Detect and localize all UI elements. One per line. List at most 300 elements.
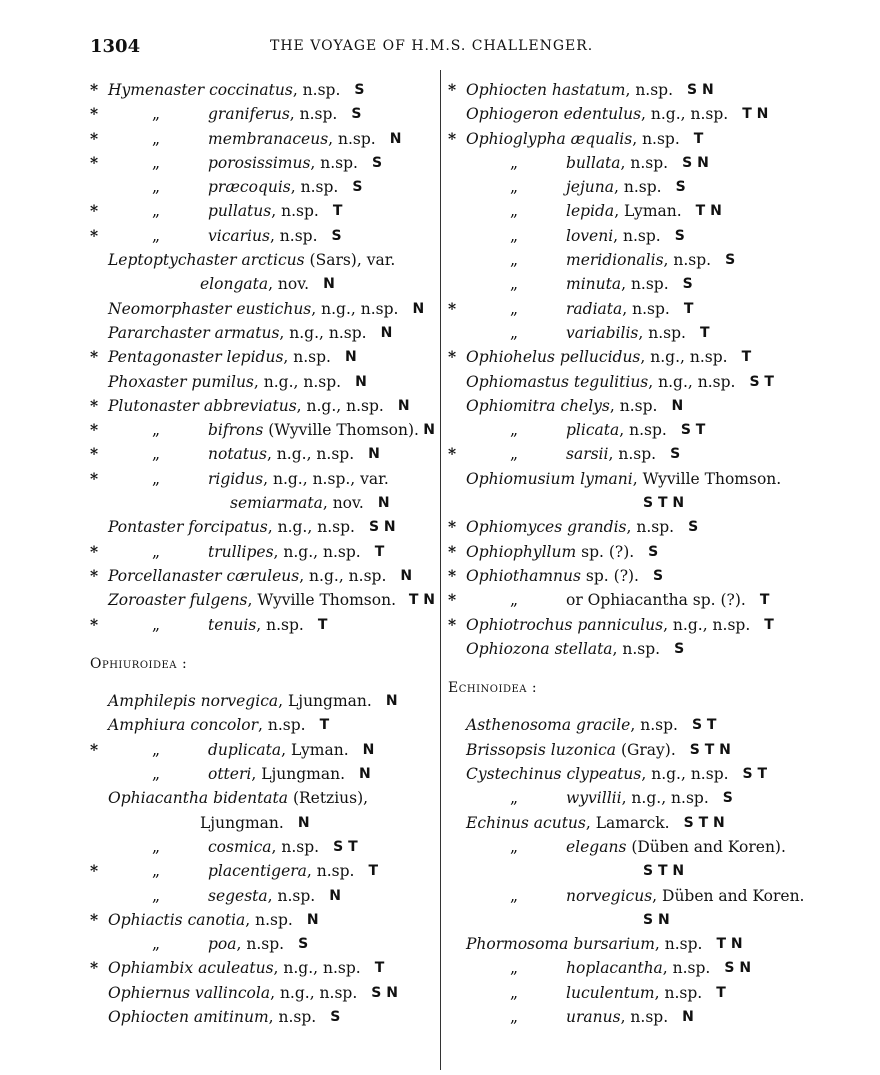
genus-name: Ophiomastus <box>466 372 569 391</box>
region-code: N <box>682 1008 694 1025</box>
ditto-mark: „ <box>152 862 161 881</box>
species-entry <box>448 467 848 491</box>
species-entry <box>90 272 435 296</box>
ditto-mark: „ <box>510 226 519 245</box>
taxon-name <box>466 102 728 126</box>
taxon-name <box>208 102 337 126</box>
ditto-mark: „ <box>510 421 519 440</box>
region-code: S <box>648 543 659 560</box>
species-entry <box>448 588 848 612</box>
species-name: cosmica <box>208 837 272 856</box>
new-species-asterisk: * <box>448 128 457 148</box>
region-code: S T <box>333 838 358 855</box>
ditto-mark: „ <box>510 153 519 172</box>
authority-note: , n.g., n.sp. <box>266 445 355 464</box>
region-code: N <box>368 446 380 463</box>
authority-note: , n.g., n.sp. <box>640 348 728 367</box>
species-name: pullatus <box>208 202 272 221</box>
species-entry <box>448 345 848 369</box>
species-name: armatus <box>214 323 280 342</box>
section-heading <box>90 651 435 675</box>
species-name: norvegicus <box>566 886 653 905</box>
region-code: S <box>675 179 686 196</box>
authority-note: , n.sp. <box>620 1007 669 1026</box>
region-code: T N <box>716 936 743 953</box>
region-code: S T N <box>643 495 685 512</box>
ditto-mark: „ <box>510 275 519 294</box>
genus-name: Ophiomyces <box>466 518 563 537</box>
region-code: N <box>355 373 367 390</box>
region-code: N <box>323 276 335 293</box>
region-code: S <box>682 276 693 293</box>
taxon-name <box>566 442 656 466</box>
taxon-name <box>466 564 639 588</box>
new-species-asterisk: * <box>90 444 99 464</box>
species-name: luculentum <box>566 983 655 1002</box>
species-entry <box>448 394 848 418</box>
region-code: T <box>699 324 710 341</box>
ditto-mark: „ <box>510 983 519 1002</box>
species-name: trullipes <box>208 542 274 561</box>
taxon-name <box>208 762 345 786</box>
genus-name: Ophiactis <box>108 910 183 929</box>
taxon-name <box>566 981 702 1005</box>
species-entry <box>90 908 435 932</box>
region-code: T <box>693 130 704 147</box>
authority-note: , Lamarck. <box>585 813 670 832</box>
species-entry <box>90 321 435 345</box>
species-name: uranus <box>566 1007 621 1026</box>
taxon-name <box>208 151 358 175</box>
species-entry <box>90 956 435 980</box>
section-heading-label: Ophiuroidea : <box>90 655 188 672</box>
taxon-name <box>566 151 668 175</box>
species-name: otteri <box>208 765 252 784</box>
new-species-asterisk: * <box>90 739 99 759</box>
species-entry <box>90 588 435 612</box>
region-code: S T N <box>683 814 725 831</box>
authority-note: , n.g., n.sp. <box>296 396 384 415</box>
species-entry <box>90 248 435 272</box>
region-code: S <box>330 1008 341 1025</box>
species-entry <box>90 689 435 713</box>
authority-note: (Retzius), <box>288 789 369 808</box>
species-entry <box>448 762 848 786</box>
genus-name: Ophiomitra <box>466 396 556 415</box>
new-species-asterisk: * <box>448 80 457 99</box>
authority-note: , n.sp. <box>289 105 338 124</box>
new-species-asterisk: * <box>90 104 99 124</box>
species-name: panniculus <box>577 615 664 634</box>
taxon-name <box>466 370 735 394</box>
authority-note: , n.sp. <box>290 178 339 197</box>
taxon-name <box>566 418 667 442</box>
region-code: N <box>297 814 310 831</box>
species-entry <box>90 199 435 223</box>
authority-note: , n.sp. <box>632 129 680 148</box>
species-entry <box>448 515 848 539</box>
species-entry <box>90 762 435 786</box>
taxon-name <box>108 908 293 932</box>
genus-name: Ophiotrochus <box>466 615 573 634</box>
region-code: S T <box>691 717 717 734</box>
taxon-name <box>108 394 384 418</box>
genus-name: Phormosoma <box>466 935 569 954</box>
ditto-mark: „ <box>510 445 519 464</box>
region-code: S <box>652 567 664 584</box>
genus-name: Ophiocten <box>108 1007 189 1026</box>
species-name: elegans <box>566 837 627 856</box>
authority-note: , n.g., n.sp. <box>641 105 729 124</box>
authority-note: , nov. <box>268 275 310 294</box>
region-code: T <box>332 203 343 220</box>
region-code: T N <box>742 106 769 123</box>
species-entry <box>448 151 848 175</box>
authority-note: , n.sp. <box>283 348 331 367</box>
genus-name: Ophiogeron <box>466 105 559 124</box>
new-species-asterisk: * <box>448 565 457 585</box>
species-name: arcticus <box>241 251 305 270</box>
ditto-mark: „ <box>152 935 161 954</box>
taxon-name <box>466 78 673 102</box>
authority-note: , n.g., n.sp. <box>267 518 355 537</box>
region-code: N <box>345 349 357 366</box>
species-name: edentulus <box>563 105 642 124</box>
taxon-name <box>108 297 398 321</box>
new-species-asterisk: * <box>90 395 99 415</box>
authority-note: , n.sp. <box>625 81 674 99</box>
authority-note: , n.g., n.sp. <box>621 789 709 808</box>
authority-note: , n.g., n.sp. <box>273 542 361 561</box>
new-species-asterisk: * <box>448 517 457 537</box>
authority-note: , n.sp. <box>619 421 667 440</box>
genus-name: Pontaster <box>108 518 184 537</box>
species-name: tenuis <box>208 615 257 634</box>
region-code: T <box>374 543 385 560</box>
taxon-name <box>200 811 284 835</box>
region-code: N <box>362 741 375 758</box>
new-species-asterisk: * <box>448 347 457 367</box>
ditto-mark: „ <box>510 299 519 318</box>
region-code: T <box>374 960 385 977</box>
authority-note: , n.sp. <box>328 129 376 148</box>
authority-note: (Wyville Thomson). <box>263 421 419 440</box>
authority-note: , Lyman. <box>614 202 682 221</box>
region-code: N <box>385 693 398 710</box>
taxon-name <box>466 811 670 835</box>
taxon-name <box>566 248 711 272</box>
species-name: hoplacantha <box>566 959 663 978</box>
taxon-name <box>108 515 355 539</box>
taxon-name <box>566 786 709 810</box>
column-divider <box>440 70 441 1070</box>
new-species-asterisk: * <box>90 201 99 221</box>
species-entry <box>448 713 848 737</box>
genus-name: Amphilepis <box>108 692 196 711</box>
new-species-asterisk: * <box>90 468 99 488</box>
species-entry <box>448 908 848 932</box>
species-entry <box>448 248 848 272</box>
taxon-name <box>566 272 669 296</box>
region-code: S <box>688 519 699 536</box>
species-name: bidentata <box>213 789 289 808</box>
species-name: pumilus <box>191 372 254 391</box>
species-entry <box>90 515 435 539</box>
authority-note: , n.sp. <box>245 910 293 929</box>
new-species-asterisk: * <box>90 80 99 99</box>
authority-note: , n.sp. <box>654 935 703 954</box>
taxon-name <box>108 588 396 612</box>
taxon-name <box>108 345 331 369</box>
genus-name: Plutonaster <box>108 396 199 415</box>
authority-note: , n.sp. <box>663 251 712 270</box>
species-name: variabilis <box>566 323 639 342</box>
taxon-name <box>566 956 710 980</box>
species-entry <box>448 321 848 345</box>
species-entry <box>448 786 848 810</box>
species-entry <box>448 272 848 296</box>
species-name: lepida <box>566 202 615 221</box>
species-entry <box>90 859 435 883</box>
species-name: abbreviatus <box>203 396 297 415</box>
taxon-name <box>208 175 338 199</box>
authority-note: , Ljungman. <box>278 692 372 711</box>
species-name: norvegica <box>200 692 279 711</box>
species-name: lepidus <box>226 348 284 367</box>
authority-note: , n.g., n.sp. <box>279 323 367 342</box>
species-entry <box>448 738 848 762</box>
taxon-name <box>208 738 349 762</box>
region-code: S N <box>368 519 396 536</box>
section-heading-label: Echinoidea : <box>448 680 538 697</box>
taxon-name <box>108 981 357 1005</box>
region-code: S N <box>724 960 752 977</box>
authority-note: (Düben and Koren). <box>626 837 786 856</box>
new-species-asterisk: * <box>90 152 99 172</box>
ditto-mark: „ <box>152 542 161 561</box>
species-entry <box>448 564 848 588</box>
spacer <box>90 675 435 689</box>
authority-note: , n.g., n.sp. <box>270 983 358 1002</box>
species-name: notatus <box>208 445 267 464</box>
authority-note: , n.sp. <box>609 396 658 415</box>
section-heading <box>448 675 848 699</box>
region-code: N <box>380 324 393 341</box>
genus-name: Cystechinus <box>466 765 562 784</box>
taxon-name <box>108 1005 316 1029</box>
region-code: S N <box>687 82 714 98</box>
authority-note: , n.sp. <box>608 445 657 464</box>
authority-note: , n.sp. <box>271 837 320 856</box>
taxon-name <box>466 345 728 369</box>
species-entry <box>448 418 848 442</box>
ditto-mark: „ <box>510 323 519 342</box>
region-code: S <box>352 179 363 196</box>
region-code: S N <box>643 911 670 928</box>
taxon-name <box>566 884 805 908</box>
species-name: bursarium <box>573 935 655 954</box>
new-species-asterisk: * <box>90 909 99 929</box>
authority-note: , n.sp. <box>306 862 355 881</box>
new-species-asterisk: * <box>448 444 457 464</box>
species-name: chelys <box>560 396 610 415</box>
taxon-name <box>208 835 319 859</box>
authority-note: , n.sp. <box>310 153 358 172</box>
species-entry <box>448 491 848 515</box>
species-name: segesta <box>208 886 268 905</box>
taxon-name <box>108 786 368 810</box>
genus-name: Ophiozona <box>466 639 550 658</box>
taxon-name <box>566 224 661 248</box>
species-entry <box>448 102 848 126</box>
species-name: eustichus <box>236 299 312 318</box>
region-code: S T <box>749 373 774 390</box>
taxon-name <box>208 467 389 491</box>
species-entry <box>90 884 435 908</box>
authority-note: , n.sp. <box>614 178 662 197</box>
authority-note: , n.sp. <box>622 299 670 318</box>
page-number: 1304 <box>90 36 141 57</box>
genus-name: Ophiomusium <box>466 469 576 488</box>
species-name: æqualis <box>570 129 633 148</box>
species-entry <box>90 981 435 1005</box>
ditto-mark: „ <box>510 886 519 905</box>
genus-name: Neomorphaster <box>108 299 232 318</box>
new-species-asterisk: * <box>90 347 99 367</box>
taxon-name <box>108 689 372 713</box>
species-name: gracile <box>576 716 631 735</box>
ditto-mark: „ <box>152 615 161 634</box>
region-code: S <box>722 790 733 807</box>
authority-note: , n.sp. <box>620 153 669 172</box>
authority-note: , n.sp. <box>269 226 318 245</box>
ditto-mark: „ <box>152 445 161 464</box>
taxon-name <box>208 418 419 442</box>
authority-note: , n.g., n.sp. <box>641 765 729 784</box>
authority-note: , n.sp. <box>258 716 306 735</box>
new-species-asterisk: * <box>448 298 457 318</box>
region-code: T N <box>408 592 435 609</box>
taxon-name <box>108 78 340 102</box>
region-code: S T <box>680 422 706 439</box>
region-code: N <box>397 397 410 414</box>
species-entry <box>448 78 848 102</box>
species-entry <box>448 811 848 835</box>
left-column <box>90 78 435 1029</box>
species-entry <box>448 297 848 321</box>
species-name: radiata <box>566 299 623 318</box>
ditto-mark: „ <box>510 1007 519 1026</box>
species-entry <box>90 564 435 588</box>
region-code: T N <box>695 203 722 220</box>
authority-note: , n.sp. <box>662 959 711 978</box>
species-name: luzonica <box>550 740 617 759</box>
species-entry <box>448 1005 848 1029</box>
taxon-name <box>466 127 680 151</box>
ditto-mark: „ <box>510 591 519 610</box>
new-species-asterisk: * <box>90 128 99 148</box>
genus-name: Ophiothamnus <box>466 566 581 585</box>
taxon-name <box>566 835 786 859</box>
region-code: N <box>377 495 390 512</box>
taxon-name <box>566 321 686 345</box>
new-species-asterisk: * <box>90 565 99 585</box>
species-entry <box>448 932 848 956</box>
taxon-name <box>208 932 284 956</box>
ditto-mark: „ <box>152 178 161 197</box>
genus-name: Ophiocten <box>466 81 547 99</box>
species-name: bullata <box>566 153 621 172</box>
authority-note: , n.sp. <box>256 615 304 634</box>
taxon-name <box>566 175 662 199</box>
authority-note: , n.sp. <box>638 323 686 342</box>
taxon-name <box>466 515 674 539</box>
region-code: S <box>351 106 362 123</box>
ditto-mark: „ <box>152 765 161 784</box>
region-code: S <box>674 227 685 244</box>
authority-note: Ljungman. <box>200 813 284 832</box>
taxon-name <box>466 637 660 661</box>
genus-name: Hymenaster <box>108 81 205 99</box>
species-entry <box>90 345 435 369</box>
page-header <box>90 36 850 58</box>
region-code: N <box>423 422 435 439</box>
genus-name: Leptoptychaster <box>108 251 237 270</box>
species-name: meridionalis <box>566 251 664 270</box>
species-entry <box>90 418 435 442</box>
genus-name: Amphiura <box>108 716 186 735</box>
species-name: hastatum <box>551 81 626 99</box>
region-code: T <box>683 300 694 317</box>
region-code: S N <box>682 154 709 171</box>
region-code: N <box>400 567 413 584</box>
taxon-name <box>108 713 306 737</box>
taxon-name <box>208 442 354 466</box>
authority-note: , n.sp. <box>267 886 316 905</box>
species-entry <box>90 394 435 418</box>
authority-note: , n.g., n.sp. <box>663 615 751 634</box>
species-name: pellucidus <box>559 348 641 367</box>
genus-name: Pentagonaster <box>108 348 222 367</box>
species-entry <box>448 175 848 199</box>
species-entry <box>90 175 435 199</box>
authority-note: , n.sp. <box>630 716 678 735</box>
ditto-mark: „ <box>510 789 519 808</box>
authority-note: , n.g., n.sp., var. <box>263 469 389 488</box>
taxon-name <box>208 613 304 637</box>
taxon-name <box>108 956 361 980</box>
species-name: sarsii <box>566 445 609 464</box>
species-entry <box>90 127 435 151</box>
authority-note: , Lyman. <box>281 740 349 759</box>
taxon-name <box>466 713 678 737</box>
species-entry <box>90 738 435 762</box>
new-species-asterisk: * <box>90 614 99 634</box>
authority-note: , Wyville Thomson. <box>247 591 396 610</box>
region-code: T <box>741 349 752 366</box>
species-name: semiarmata <box>230 494 323 513</box>
new-species-asterisk: * <box>90 861 99 881</box>
species-name: porosissimus <box>208 153 311 172</box>
authority-note: (Sars), var. <box>304 251 396 270</box>
region-code: N <box>306 911 319 928</box>
species-name: præcoquis <box>208 178 291 197</box>
species-entry <box>90 442 435 466</box>
region-code: S <box>670 446 681 463</box>
species-name: jejuna <box>566 178 614 197</box>
species-entry <box>448 540 848 564</box>
genus-name: Zoroaster <box>108 591 185 610</box>
